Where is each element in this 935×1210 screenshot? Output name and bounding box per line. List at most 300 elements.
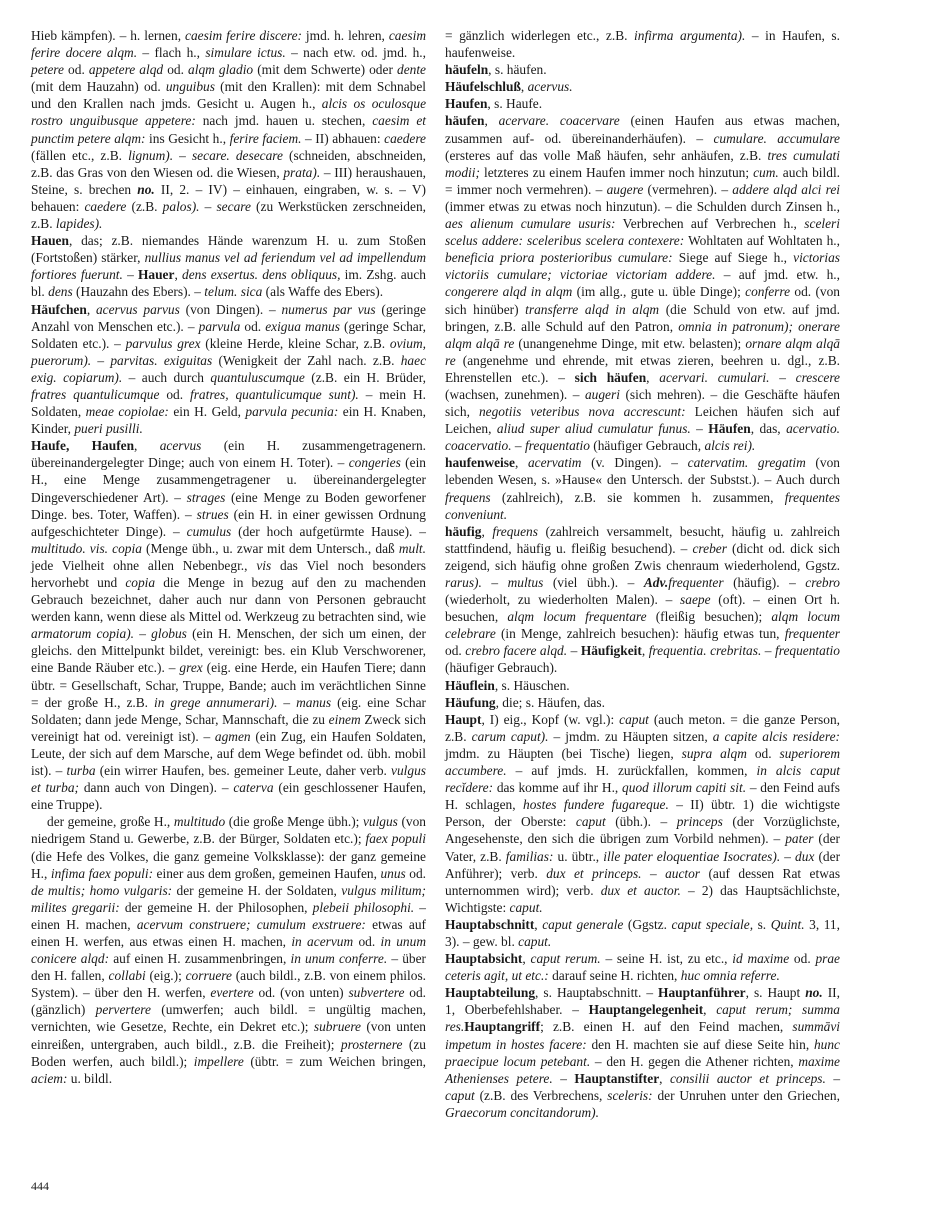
latin-term: pueri pusilli. [74, 421, 143, 437]
latin-term: prata). [283, 164, 321, 180]
latin-term: frequenter [668, 575, 724, 590]
latin-term: caput [575, 814, 606, 830]
entry-text: – auch durch [122, 369, 211, 385]
latin-term: alqm gladio [188, 62, 254, 78]
entry-text: – in Haufen, s. haufenweise. [445, 28, 840, 61]
dictionary-entry [445, 984, 840, 1121]
latin-term: transferre alqd in alqm [525, 301, 660, 317]
latin-term: grex [179, 660, 203, 676]
latin-term: dux et auctor. [600, 882, 681, 898]
latin-term: in alcis caput recĭdere: [445, 763, 841, 796]
latin-term: familias: [505, 848, 554, 864]
entry-text: (zu Boden werfen, auch bildl.); [31, 1036, 426, 1069]
latin-term: frequentes conveniunt. [445, 489, 840, 522]
latin-term: consilii auctor et princeps. [669, 1070, 826, 1086]
entry-text: das komme auf ihr H., [493, 780, 623, 796]
latin-term: dux [795, 848, 815, 864]
entry-text: (ein wirrer Haufen, bes. gemeiner Leute, daher verb. [95, 763, 392, 779]
entry-text: u. bildl. [67, 1070, 113, 1086]
latin-term: quod illorum capiti sit. [622, 780, 747, 796]
latin-term: frequens [492, 523, 538, 539]
entry-text: (ein H. zusammengetragenern. übereinandergelegter Dinge; auch von einem H. Toter). – [31, 438, 426, 471]
headword: Häufigkeit [580, 643, 642, 659]
latin-term: copia [125, 575, 156, 590]
latin-term: sceleris: [607, 1087, 653, 1103]
entry-text: (ein H. in einer gewissen Ordnung aufgeschichteter Dinge). – [31, 506, 426, 539]
entry-text: , das, [750, 421, 787, 437]
latin-term: onerare alqm alqā re [445, 318, 840, 351]
page-number: 444 [31, 1179, 49, 1193]
entry-text: darauf seine H. richten, [548, 968, 681, 984]
latin-term: saepe [680, 592, 711, 608]
entry-text: (fleißig besuchen); [646, 609, 772, 625]
entry-text: – [134, 626, 152, 642]
entry-text: (dicht od. dick sich zeigend, sich häufig ohne großen Zwis chenraum wiederholend, Ggstz. [445, 540, 840, 573]
entry-text: (häufiger Gebrauch). [445, 660, 558, 676]
entry-text: – auf jmds. H. zurückfallen, kommen, [506, 763, 757, 779]
latin-term: caput [445, 1087, 475, 1103]
entry-text: , [522, 951, 531, 967]
abbreviation: Adv. [643, 575, 669, 590]
latin-term: crebro [805, 575, 840, 590]
entry-text: – mein H. Soldaten, [31, 386, 426, 420]
entry-text: (der hoch aufgetürmte Hause). – [231, 523, 426, 539]
entry-text: Siege auf Siege h., [672, 250, 794, 266]
entry-text: etwas auf einen H. werfen, aus etwas einen H. machen, [31, 916, 426, 949]
entry-text: (auch bildl., z.B. von einem philos. System). – über den H. werfen, [31, 968, 427, 1001]
latin-term: parvulus grex [125, 335, 201, 351]
entry-text: od. [163, 62, 189, 78]
latin-term: acervatio. coacervatio. [445, 421, 840, 454]
latin-term: cumulus [186, 523, 232, 539]
entry-text: (ein H., eine Menge zusammengetragener u. übereinandergelegter Dingeverschiedener Art). – [31, 455, 427, 505]
entry-text: (eine Menge zu Boden geworfener Dinge. bes. Toter, Waffen). – [31, 489, 427, 522]
latin-term: sceleri scelus addere: sceleribus scelera contexere: [445, 216, 840, 249]
entry-text: den H. machten sie auf diese Seite hin, [586, 1036, 814, 1052]
latin-term: aes alienum cumulare usuris: [445, 216, 616, 232]
headword: Häufen [708, 421, 751, 437]
latin-term: negotiis veteribus nova accrescunt: [478, 404, 686, 420]
latin-term: conferre [745, 284, 791, 300]
entry-text: , [134, 438, 160, 454]
entry-text: (auch meton. = die ganze Person, z.B. [445, 711, 840, 744]
entry-text: einer aus dem großen, gemeinen Haufen, [153, 865, 381, 881]
entry-text: , [703, 1002, 717, 1018]
entry-text: (wiederholt, zu wiederholten Malen). – [445, 592, 681, 608]
entry-text: – einen H. machen, [31, 899, 426, 932]
entry-text: , [646, 369, 660, 385]
latin-term: ille pater eloquentiae Isocrates). [603, 848, 781, 864]
entry-text: , I) eig., Kopf (w. vgl.): [481, 711, 620, 727]
latin-term: frequens [445, 489, 491, 505]
latin-term: Quint. [770, 916, 805, 932]
headword: Hauptanstifter [574, 1070, 660, 1086]
latin-term: nullius manus vel ad feriendum vel ad impellendum fortiores fuerunt. [31, 250, 426, 283]
entry-text: (geringe Schar, Soldaten etc.). – [31, 318, 427, 351]
dictionary-entry [445, 61, 840, 78]
latin-term: caput rerum; summa res. [445, 1002, 840, 1035]
entry-text: (umwerfen; auch bildl. = ungültig machen, vernichten, wie Gesetze, Rechte, ein Dekret etc.); [31, 1002, 426, 1035]
headword: Hauer [138, 267, 175, 283]
entry-text: (einen Haufen aus etwas machen, zusammen auf- od. übereinanderhäufen). – [445, 113, 840, 146]
entry-text: (schneiden, abschneiden, z.B. das Gras von den Wiesen od. die Wiesen, [31, 147, 427, 180]
latin-term: strues [196, 506, 229, 522]
entry-text: , s. häufen. [488, 62, 547, 78]
entry-text: , [481, 523, 493, 539]
headword: Haufe, Haufen [31, 438, 135, 454]
latin-term: acervari. cumulari. [659, 369, 770, 385]
latin-term: cum. [753, 164, 779, 180]
right-column [445, 27, 840, 1121]
entry-text: – über den H. fallen, [31, 951, 426, 984]
latin-term: caput generale [542, 916, 624, 932]
latin-term: corruere [185, 968, 232, 984]
latin-term: caput [619, 711, 649, 727]
entry-text: , [174, 267, 183, 283]
latin-term: acervus [159, 438, 202, 454]
entry-text: (ein H. Menschen, der sich um einen, der gleichs. den Mittelpunkt bildet, vereinigt: bes. ein Klub Verschworener, eine Bande Räuber etc.). – [31, 626, 426, 676]
latin-term: auctor [665, 865, 701, 881]
entry-text: (als Waffe des Ebers). [262, 284, 384, 300]
entry-text: , das; z.B. niemandes Hände warenzum H. u. zum Stoßen (Fortstoßen) stärker, [31, 233, 426, 266]
latin-term: acervus. [527, 79, 573, 95]
latin-term: dux et princeps. [546, 865, 642, 881]
entry-text: , [484, 113, 499, 129]
latin-term: alcis rei). [704, 438, 756, 454]
latin-term: parvula pecunia: [245, 404, 339, 420]
entry-text: jmd. h. lehren, [301, 28, 389, 43]
latin-term: collabi [108, 968, 146, 984]
entry-text: – [199, 198, 217, 214]
latin-term: fratres, quantulicumque sunt). [189, 386, 359, 402]
latin-term: in unum conferre. [290, 951, 388, 967]
entry-text: , s. Haupt [745, 985, 806, 1001]
entry-text: letzteres zu einem Haufen immer noch hinzutun; [479, 164, 754, 180]
headword: Häufelschluß [445, 79, 521, 95]
latin-term: alqm locum celebrare [445, 609, 840, 642]
entry-text: s. [753, 916, 771, 932]
latin-term: strages [186, 489, 226, 505]
latin-term: beneficia priora posterioribus cumulare: [445, 250, 673, 266]
latin-term: simulare ictus. [205, 45, 286, 61]
latin-term: caedere [84, 198, 127, 214]
entry-text: jmdm. zu Häupten (bei Tische) liegen, [445, 745, 682, 761]
entry-text: – nach etw. od. jmd. h., [285, 45, 426, 61]
dictionary-entry [31, 232, 426, 300]
dictionary-entry [445, 677, 840, 694]
entry-text: – III) heraushauen, Steine, s. brechen [31, 164, 426, 197]
entry-text: auf einen H. zusammenbringen, [109, 951, 291, 967]
latin-term: congeries [348, 455, 401, 471]
entry-text: – [567, 643, 581, 659]
latin-term: rarus). [445, 575, 482, 590]
latin-term: addere alqd alci rei [732, 181, 841, 197]
entry-text: (eig. eine Herde, ein Haufen Tiere; dann übtr. = Gesellschaft, Schar, Truppe, Bande; auch im verächtlichen Sinne = der große H., z.B. [31, 660, 426, 710]
entry-text: der gemeine H. der Soldaten, [172, 882, 342, 898]
latin-term: tres cumulati modii; [445, 147, 840, 180]
entry-text: (ersteres auf das volle Maß häufen, sehr anhäufen, z.B. [445, 147, 768, 163]
abbreviation: no. [805, 985, 823, 1001]
headword: häufeln [445, 62, 489, 78]
latin-term: parvula [198, 318, 241, 334]
entry-text: (übtr. = zum Weichen bringen, [243, 1053, 427, 1069]
dictionary-entry [445, 95, 840, 112]
entry-text: nach jmd. hauen u. stechen, [195, 113, 373, 129]
latin-term: pervertere [95, 1002, 151, 1018]
entry-text: u. übtr., [553, 848, 604, 864]
headword: Haufen [445, 96, 488, 112]
entry-text: – [481, 575, 508, 590]
entry-text: – jmdm. zu Häupten sitzen, [548, 728, 713, 744]
entry-text: – [91, 352, 111, 368]
entry-text: (die große Menge übh.); [225, 814, 363, 830]
latin-term: acervatim [527, 455, 582, 471]
latin-term: augere [606, 181, 644, 197]
headword: häufen [445, 113, 485, 129]
latin-term: ovium, puerorum). [31, 335, 426, 368]
latin-term: faex populi [365, 831, 426, 847]
entry-text: , [514, 455, 528, 471]
latin-term: einem [328, 711, 361, 727]
entry-text: (sich mehren). – die Geschäfte häufen sich, [445, 386, 840, 420]
entry-text: die Menge in bezug auf den zu machenden Gebrauch bezeichnet, daher auch nur dann von Personen gebraucht werden kann, wenn diese als Mittel od. Werkzeug zu betrachten sind, wie [31, 575, 426, 625]
latin-term: id maxime [732, 951, 790, 967]
entry-text: – [780, 848, 796, 864]
headword: Hauen [31, 233, 69, 249]
entry-text: – [641, 865, 666, 881]
latin-term: lignum). [128, 147, 174, 163]
latin-term: hostes fundere fugareque. [523, 797, 669, 813]
headword: Hauptangelegenheit [588, 1002, 704, 1018]
headword: Häufung [445, 694, 496, 710]
entry-text: – [761, 643, 776, 659]
latin-term: dens [48, 284, 73, 300]
headword: sich häufen [574, 369, 647, 385]
entry-text: (vermehren). – [643, 181, 733, 197]
entry-text: (die Schuld von etw. auf jmd. bringen, z.B. alle Schuld auf den Patron, [445, 301, 840, 334]
latin-term: palos). [162, 198, 200, 214]
entry-text: (häufig). – [723, 575, 806, 590]
entry-text: ein H. Geld, [168, 404, 246, 420]
entry-text: (der Anführer); verb. [445, 848, 841, 881]
entry-text: od. [63, 62, 89, 78]
latin-term: frequentatio [524, 438, 590, 454]
entry-text: (wachsen, zunehmen). – [445, 386, 585, 402]
entry-text: der Unruhen unter den Griechen, [652, 1087, 840, 1103]
entry-text: – [825, 1070, 841, 1086]
latin-term: frequentia. crebritas. [648, 643, 762, 659]
latin-term: armatorum copia). [31, 626, 135, 642]
headword: Hauptabsicht [445, 951, 523, 967]
entry-text: (der Vater, z.B. [445, 831, 840, 864]
latin-term: hunc praecipue locum petebant. [445, 1036, 840, 1069]
latin-term: acervus parvus [95, 301, 180, 317]
entry-text: , [86, 301, 96, 317]
entry-text: – 2) das Hauptsächlichste, Wichtigste: [445, 882, 840, 915]
latin-term: subvertere [348, 985, 405, 1001]
latin-term: frequenter [784, 626, 840, 642]
entry-text: – [511, 438, 525, 454]
latin-term: acervum construere; cumulum exstruere: [136, 916, 366, 932]
entry-text: ; z.B. einen H. auf den Feind machen, [540, 1019, 793, 1035]
entry-text: der gemeine, große H., [47, 814, 174, 830]
entry-text: – [277, 694, 297, 710]
latin-term: princeps [676, 814, 723, 830]
entry-text: od. (von unten) [253, 985, 349, 1001]
entry-text: (Menge übh., u. zwar mit dem Untersch., daß [141, 540, 399, 556]
entry-text: (unangenehme Dinge, mit etw. belasten); [514, 335, 746, 351]
latin-term: in unum conicere alqd: [31, 933, 426, 967]
entry-text: 3, 11, 3). – gew. bl. [445, 916, 840, 949]
latin-term: vulgus militum; milites gregarii: [31, 882, 426, 915]
entry-text: (zahlreich versammelt, besucht, häufig u. zahlreich stattfindend, häufig u. fleißig besuchend). – [445, 523, 840, 556]
latin-term: infima faex populi: [50, 865, 154, 881]
latin-term: summāvi impetum in hostes facere: [445, 1019, 840, 1052]
entry-text: od. [405, 865, 426, 881]
latin-term: aliud super aliud cumulatur funus. [496, 421, 691, 437]
dictionary-entry [445, 523, 840, 677]
latin-term: caterva [233, 780, 274, 796]
latin-term: subruere [313, 1019, 361, 1035]
latin-term: in acervum [291, 933, 354, 949]
entry-text: II, 1, Oberbefehlshaber. – [445, 985, 840, 1018]
entry-text: = gänzlich widerlegen etc., z.B. [445, 28, 635, 43]
dictionary-entry [445, 711, 840, 916]
entry-text: od. [353, 933, 381, 949]
entry-text: , [520, 79, 528, 95]
headword: Hauptangriff [464, 1019, 541, 1035]
entry-text: ein H. Knaben, Kinder, [31, 404, 426, 437]
entry-text: (zu Werkstücken zerschneiden, z.B. [31, 198, 426, 232]
latin-term: in grege annumerari). [154, 694, 278, 710]
latin-term: caput speciale, [671, 916, 754, 932]
latin-term: caedere [384, 130, 427, 146]
entry-text: (in Menge, zahlreich besuchen): häufig etwas tun, [495, 626, 785, 642]
latin-term: supra alqm [681, 745, 747, 761]
latin-term: haec exig. copiarum). [31, 352, 427, 385]
entry-text: od. [746, 745, 780, 761]
entry-text: od. [789, 951, 816, 967]
entry-text: (mit dem Schwerte) oder [253, 62, 397, 78]
entry-text: das Viel noch besonders hervorhebt und [31, 557, 426, 590]
dictionary-entry [31, 437, 426, 813]
entry-text: Leichen häufen sich auf Leichen, [445, 404, 840, 437]
latin-term: lapides). [55, 216, 103, 232]
entry-text: Hieb kämpfen). – h. lernen, [31, 28, 185, 43]
latin-term: prae ceteris agit, ut etc.: [445, 951, 840, 984]
entry-text: od. (von sich hinüber) [445, 284, 840, 317]
entry-text: (ein geschlossener Haufen, eine Truppe). [31, 780, 426, 813]
latin-term: agmen [214, 728, 251, 744]
latin-term: Graecorum concitandorum). [445, 1104, 599, 1120]
entry-text: – [552, 1070, 575, 1086]
latin-term: acervare. coacervare [498, 113, 620, 129]
entry-text: , s. Haufe. [487, 96, 543, 112]
latin-term: multitudo [173, 814, 226, 830]
dictionary-entry [445, 454, 840, 522]
entry-text: (von niedrigem Stand u. Gewerbe, z.B. der Bürger, Soldaten etc.); [31, 814, 426, 847]
entry-text: (übh.). – [605, 814, 677, 830]
latin-term: globus [151, 626, 187, 642]
latin-term: evertere [210, 985, 254, 1001]
latin-term: catervatim. gregatim [687, 455, 806, 471]
latin-term: exigua manus [265, 318, 340, 334]
dictionary-entry [445, 694, 840, 711]
entry-text: (von unten einreißen, untergraben, auch bildl., z.B. die Freiheit); [31, 1019, 426, 1052]
entry-text: (viel übh.). – [543, 575, 644, 590]
entry-text: (z.B. [126, 198, 163, 214]
entry-text: (kleine Herde, kleine Schar, z.B. [200, 335, 390, 351]
latin-term: alqm locum frequentare [507, 609, 647, 625]
entry-text: im. Zshg. auch bl. [31, 267, 426, 300]
entry-text: jede Vielheit ohne allen Nebenbegr., [31, 557, 257, 573]
entry-text: od. [240, 318, 266, 334]
left-column [31, 27, 426, 1087]
entry-text: II, 2. – IV) – einhauen, eingraben, w. s. – V) behauen: [31, 181, 426, 214]
latin-term: appetere alqd [88, 62, 164, 78]
latin-term: omnia in patronum); [678, 318, 793, 334]
latin-term: mult. [398, 540, 426, 556]
latin-term: cumulare. accumulare [713, 130, 840, 146]
abbreviation: no. [137, 181, 155, 197]
latin-term: meae copiolae: [85, 404, 169, 420]
entry-text: (z.B. des Verbrechens, [474, 1087, 608, 1103]
entry-text: (v. Dingen). – [581, 455, 688, 471]
latin-term: congerere alqd in alqm [445, 284, 573, 300]
headword: Häufchen [31, 301, 87, 317]
latin-term: vis [256, 557, 272, 573]
latin-term: prosternere [340, 1036, 403, 1052]
latin-term: unguibus [165, 79, 215, 95]
entry-text: (ein Zug, ein Haufen Soldaten, Leute, der sich auf dem Marsche, auf dem Wege befindet od. übh. mobil ist). – [31, 728, 427, 779]
entry-text: Verbrechen auf Verbrechen h., [615, 216, 805, 232]
latin-term: superiorem accumbere. [445, 745, 841, 779]
dictionary-entry [31, 27, 426, 232]
entry-text: (angenehme und ehrende, mit etwas zieren, beehren u. dgl., z.B. Ehrenstellen etc.). – [445, 352, 840, 385]
entry-text: (die Hefe des Volkes, die ganz gemeine Volksklasse): der ganz gemeine H., [31, 848, 426, 881]
latin-term: petere [31, 62, 64, 78]
headword: haufenweise [445, 455, 515, 471]
entry-text: , s. Hauptabschnitt. – [535, 985, 659, 1001]
latin-term: telum. sica [204, 284, 263, 300]
dictionary-entry [445, 78, 840, 95]
dictionary-entry [31, 301, 426, 438]
latin-term: impellere [193, 1053, 244, 1069]
latin-term: caput. [509, 899, 543, 915]
entry-text: – [122, 267, 138, 283]
entry-text: , [534, 916, 543, 932]
headword: Hauptanführer [658, 985, 746, 1001]
latin-term: creber [692, 540, 727, 556]
latin-term: vulgus et turba; [31, 763, 426, 796]
headword: Häuflein [445, 677, 495, 693]
dictionary-entry [445, 27, 840, 61]
latin-term: caput rerum. [530, 951, 601, 967]
entry-text: ins Gesicht h., [145, 130, 230, 146]
latin-term: caesim ferire discere: [185, 28, 302, 43]
latin-term: turba [66, 763, 96, 779]
latin-term: dente [397, 62, 426, 78]
entry-text: – flach h., [137, 45, 206, 61]
latin-term: de multis; homo vulgaris: [31, 882, 173, 898]
entry-text: Wohltaten auf Wohltaten h., [684, 233, 840, 249]
entry-text: (z.B. ein H. Brüder, [304, 369, 426, 385]
latin-term: caesim ferire docere alqm. [31, 28, 427, 61]
entry-text: (auf dessen Rat etwas unternommen wird); verb. [445, 865, 841, 898]
latin-term: numerus par vus [281, 301, 376, 317]
entry-text: – [690, 421, 709, 437]
entry-text: (mit dem Hauzahn) od. [31, 79, 166, 95]
